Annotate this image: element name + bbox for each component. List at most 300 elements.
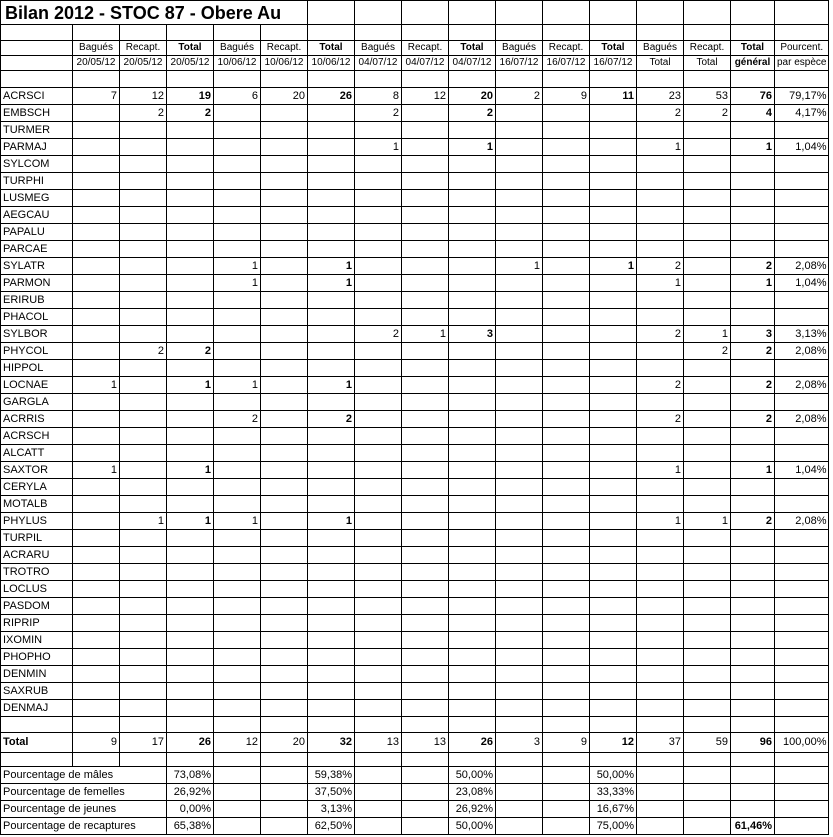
data-cell (402, 564, 449, 581)
data-cell: 3 (731, 326, 775, 343)
data-cell (214, 615, 261, 632)
data-cell (214, 530, 261, 547)
data-cell (308, 496, 355, 513)
data-cell: 12 (120, 88, 167, 105)
data-cell (73, 530, 120, 547)
data-cell (214, 700, 261, 717)
data-cell (355, 241, 402, 258)
empty-cell (590, 71, 637, 88)
data-cell (402, 122, 449, 139)
data-cell (637, 666, 684, 683)
data-cell (261, 377, 308, 394)
data-cell (355, 683, 402, 700)
data-cell (637, 445, 684, 462)
data-cell (355, 122, 402, 139)
data-cell (308, 615, 355, 632)
empty-cell (775, 753, 829, 767)
data-cell (731, 241, 775, 258)
empty-cell (261, 71, 308, 88)
data-cell (496, 445, 543, 462)
data-cell (355, 564, 402, 581)
data-cell (543, 649, 590, 666)
data-cell (731, 632, 775, 649)
total-cell: 9 (73, 733, 120, 753)
data-cell (355, 343, 402, 360)
data-cell (449, 207, 496, 224)
data-cell (308, 122, 355, 139)
empty-cell (449, 753, 496, 767)
data-cell (167, 411, 214, 428)
total-cell: 12 (214, 733, 261, 753)
empty-cell (261, 818, 308, 835)
data-cell: 2 (167, 343, 214, 360)
data-cell (590, 666, 637, 683)
species-code: EMBSCH (1, 105, 73, 122)
data-cell (261, 360, 308, 377)
data-cell (449, 547, 496, 564)
data-cell (684, 564, 731, 581)
data-cell (496, 105, 543, 122)
data-cell (496, 581, 543, 598)
table-row (1, 377, 829, 394)
data-cell: 12 (402, 88, 449, 105)
data-cell (775, 190, 829, 207)
data-cell (261, 581, 308, 598)
data-cell (355, 462, 402, 479)
data-cell (120, 241, 167, 258)
column-header: Bagués (214, 41, 261, 56)
empty-cell (684, 25, 731, 41)
data-cell (73, 428, 120, 445)
data-cell (684, 207, 731, 224)
data-cell (402, 513, 449, 530)
data-cell (449, 275, 496, 292)
data-cell (355, 190, 402, 207)
empty-cell (261, 717, 308, 733)
data-cell (120, 683, 167, 700)
empty-cell (684, 801, 731, 818)
data-cell (543, 683, 590, 700)
data-cell (402, 598, 449, 615)
data-cell (496, 275, 543, 292)
data-cell (496, 309, 543, 326)
species-code: SYLCOM (1, 156, 73, 173)
data-cell (261, 428, 308, 445)
data-cell: 1 (308, 513, 355, 530)
data-cell (120, 190, 167, 207)
total-cell: 3 (496, 733, 543, 753)
data-cell (402, 190, 449, 207)
data-cell (775, 615, 829, 632)
table-row (1, 462, 829, 479)
data-cell (637, 683, 684, 700)
data-cell (731, 547, 775, 564)
table-row (1, 581, 829, 598)
percent-cell (731, 784, 775, 801)
total-cell: 20 (261, 733, 308, 753)
total-cell: 9 (543, 733, 590, 753)
empty-cell (449, 71, 496, 88)
data-cell (120, 122, 167, 139)
data-cell (402, 411, 449, 428)
empty-cell (1, 56, 73, 71)
data-cell (120, 139, 167, 156)
data-cell (731, 428, 775, 445)
data-cell (167, 207, 214, 224)
species-code: PASDOM (1, 598, 73, 615)
data-cell (120, 530, 167, 547)
total-cell: 12 (590, 733, 637, 753)
data-cell (73, 343, 120, 360)
data-cell (73, 683, 120, 700)
data-cell: 1 (214, 513, 261, 530)
data-cell: 2 (449, 105, 496, 122)
data-cell (731, 530, 775, 547)
data-cell (775, 530, 829, 547)
data-cell (308, 394, 355, 411)
data-cell (261, 156, 308, 173)
data-cell: 1 (308, 275, 355, 292)
data-cell (214, 241, 261, 258)
data-cell (496, 615, 543, 632)
data-cell (775, 207, 829, 224)
data-cell (543, 360, 590, 377)
empty-cell (73, 25, 120, 41)
data-cell (214, 105, 261, 122)
data-cell (684, 581, 731, 598)
data-cell: 9 (543, 88, 590, 105)
data-cell (775, 360, 829, 377)
data-cell (73, 224, 120, 241)
column-header: Total (731, 41, 775, 56)
data-cell (120, 309, 167, 326)
data-cell (496, 479, 543, 496)
empty-cell (308, 753, 355, 767)
data-cell (308, 360, 355, 377)
data-cell: 1 (214, 377, 261, 394)
data-cell (496, 122, 543, 139)
data-cell (308, 241, 355, 258)
data-cell: 1 (496, 258, 543, 275)
empty-cell (120, 717, 167, 733)
empty-row (1, 71, 829, 88)
data-cell (637, 241, 684, 258)
data-cell (355, 394, 402, 411)
data-cell: 2 (731, 343, 775, 360)
species-code: ACRSCI (1, 88, 73, 105)
data-cell (637, 530, 684, 547)
column-header: Pourcent. (775, 41, 829, 56)
data-cell (120, 326, 167, 343)
empty-cell (214, 818, 261, 835)
data-cell (731, 360, 775, 377)
data-cell (449, 122, 496, 139)
data-cell (637, 190, 684, 207)
data-cell (308, 207, 355, 224)
data-cell (590, 343, 637, 360)
empty-cell (731, 1, 775, 25)
data-cell (775, 224, 829, 241)
data-cell (73, 241, 120, 258)
empty-cell (1, 25, 73, 41)
data-cell (214, 445, 261, 462)
empty-cell (637, 818, 684, 835)
table-row (1, 105, 829, 122)
data-cell (402, 445, 449, 462)
data-cell (590, 275, 637, 292)
column-subheader: 16/07/12 (496, 56, 543, 71)
data-cell (402, 360, 449, 377)
empty-cell (775, 767, 829, 784)
data-cell (637, 156, 684, 173)
data-cell (590, 122, 637, 139)
percent-cell: 50,00% (449, 767, 496, 784)
empty-cell (684, 784, 731, 801)
data-cell (775, 581, 829, 598)
data-cell (637, 343, 684, 360)
data-cell (214, 173, 261, 190)
data-cell (684, 530, 731, 547)
data-cell (308, 326, 355, 343)
data-cell (402, 292, 449, 309)
data-cell: 1 (684, 326, 731, 343)
data-cell (731, 292, 775, 309)
data-cell: 2,08% (775, 513, 829, 530)
data-cell (308, 564, 355, 581)
data-cell (355, 700, 402, 717)
empty-cell (543, 818, 590, 835)
data-cell (402, 173, 449, 190)
data-cell (543, 700, 590, 717)
empty-cell (731, 753, 775, 767)
data-cell (402, 377, 449, 394)
data-cell (355, 496, 402, 513)
data-cell (73, 513, 120, 530)
empty-cell (261, 801, 308, 818)
empty-cell (775, 71, 829, 88)
data-cell (261, 309, 308, 326)
data-cell (214, 224, 261, 241)
empty-cell (402, 784, 449, 801)
species-code: AEGCAU (1, 207, 73, 224)
data-cell: 6 (214, 88, 261, 105)
data-cell (73, 479, 120, 496)
species-code: PHACOL (1, 309, 73, 326)
data-cell: 26 (308, 88, 355, 105)
data-cell (73, 632, 120, 649)
data-cell (731, 496, 775, 513)
data-cell: 1 (449, 139, 496, 156)
data-cell (120, 649, 167, 666)
table-row (1, 479, 829, 496)
data-cell (402, 428, 449, 445)
table-row (1, 241, 829, 258)
data-cell: 1 (684, 513, 731, 530)
empty-cell (120, 753, 167, 767)
data-cell (637, 496, 684, 513)
data-cell (590, 309, 637, 326)
data-cell: 19 (167, 88, 214, 105)
percent-cell: 33,33% (590, 784, 637, 801)
data-cell (355, 479, 402, 496)
data-cell (543, 139, 590, 156)
data-cell: 1 (637, 139, 684, 156)
data-cell (543, 411, 590, 428)
total-label: Total (1, 733, 73, 753)
data-cell (543, 581, 590, 598)
data-cell (496, 649, 543, 666)
data-cell: 2 (355, 326, 402, 343)
data-cell (214, 496, 261, 513)
data-cell (731, 207, 775, 224)
data-cell (308, 190, 355, 207)
data-cell: 3 (449, 326, 496, 343)
empty-cell (214, 717, 261, 733)
data-cell (120, 564, 167, 581)
data-cell (120, 632, 167, 649)
empty-cell (775, 801, 829, 818)
empty-cell (261, 753, 308, 767)
column-header: Bagués (355, 41, 402, 56)
data-cell: 1 (73, 462, 120, 479)
empty-cell (543, 25, 590, 41)
species-code: GARGLA (1, 394, 73, 411)
data-cell (543, 258, 590, 275)
data-cell (684, 649, 731, 666)
data-cell (402, 530, 449, 547)
empty-cell (684, 818, 731, 835)
data-cell: 1 (308, 258, 355, 275)
table-row (1, 275, 829, 292)
table-row (1, 411, 829, 428)
data-cell (543, 598, 590, 615)
data-cell: 1 (167, 462, 214, 479)
data-cell (402, 700, 449, 717)
empty-cell (261, 784, 308, 801)
data-cell: 76 (731, 88, 775, 105)
data-cell (167, 530, 214, 547)
data-cell (449, 581, 496, 598)
empty-cell (684, 767, 731, 784)
data-cell (308, 292, 355, 309)
data-cell: 79,17% (775, 88, 829, 105)
data-cell (355, 581, 402, 598)
data-cell (167, 326, 214, 343)
data-cell (261, 190, 308, 207)
column-subheader: 10/06/12 (261, 56, 308, 71)
data-cell (167, 190, 214, 207)
empty-cell (543, 801, 590, 818)
data-cell (637, 615, 684, 632)
data-cell (543, 156, 590, 173)
column-subheader: général (731, 56, 775, 71)
data-cell (775, 564, 829, 581)
species-code: PARMAJ (1, 139, 73, 156)
data-cell (73, 258, 120, 275)
data-cell (449, 394, 496, 411)
table-row (1, 547, 829, 564)
data-cell (449, 258, 496, 275)
empty-cell (543, 753, 590, 767)
data-cell (543, 292, 590, 309)
data-cell (261, 139, 308, 156)
data-cell (590, 547, 637, 564)
species-code: TURPIL (1, 530, 73, 547)
data-cell (261, 275, 308, 292)
data-cell: 2 (637, 377, 684, 394)
data-cell (167, 683, 214, 700)
data-cell (684, 445, 731, 462)
data-cell (775, 547, 829, 564)
data-cell (120, 224, 167, 241)
species-code: PAPALU (1, 224, 73, 241)
species-code: LUSMEG (1, 190, 73, 207)
empty-cell (402, 801, 449, 818)
data-cell (775, 632, 829, 649)
data-cell (355, 360, 402, 377)
empty-cell (1, 753, 73, 767)
percent-cell: 37,50% (308, 784, 355, 801)
percent-cell: 0,00% (167, 801, 214, 818)
empty-cell (214, 801, 261, 818)
empty-cell (637, 767, 684, 784)
empty-cell (496, 71, 543, 88)
table-row (1, 530, 829, 547)
percent-row (1, 784, 829, 801)
data-cell (543, 445, 590, 462)
data-cell (261, 173, 308, 190)
data-cell: 2 (167, 105, 214, 122)
percent-cell (731, 801, 775, 818)
data-cell (775, 394, 829, 411)
data-cell (590, 173, 637, 190)
empty-cell (214, 784, 261, 801)
data-cell (637, 309, 684, 326)
data-cell (496, 377, 543, 394)
data-cell (590, 326, 637, 343)
data-cell (308, 156, 355, 173)
species-code: IXOMIN (1, 632, 73, 649)
column-header: Bagués (496, 41, 543, 56)
data-cell (496, 564, 543, 581)
data-cell (261, 683, 308, 700)
species-code: MOTALB (1, 496, 73, 513)
data-cell (684, 122, 731, 139)
data-cell (402, 105, 449, 122)
data-cell (590, 462, 637, 479)
column-subheader: 20/05/12 (167, 56, 214, 71)
data-cell (167, 615, 214, 632)
table-row (1, 632, 829, 649)
data-cell (214, 547, 261, 564)
data-cell (496, 207, 543, 224)
empty-cell (496, 753, 543, 767)
data-cell (684, 462, 731, 479)
data-cell (261, 632, 308, 649)
empty-cell (684, 753, 731, 767)
data-cell (543, 496, 590, 513)
species-code: PHOPHO (1, 649, 73, 666)
empty-cell (73, 717, 120, 733)
data-cell (402, 207, 449, 224)
table-row (1, 224, 829, 241)
empty-cell (120, 25, 167, 41)
species-code: LOCLUS (1, 581, 73, 598)
column-header: Recapt. (120, 41, 167, 56)
empty-row (1, 753, 829, 767)
percent-label: Pourcentage de jeunes (1, 801, 167, 818)
data-cell (637, 479, 684, 496)
